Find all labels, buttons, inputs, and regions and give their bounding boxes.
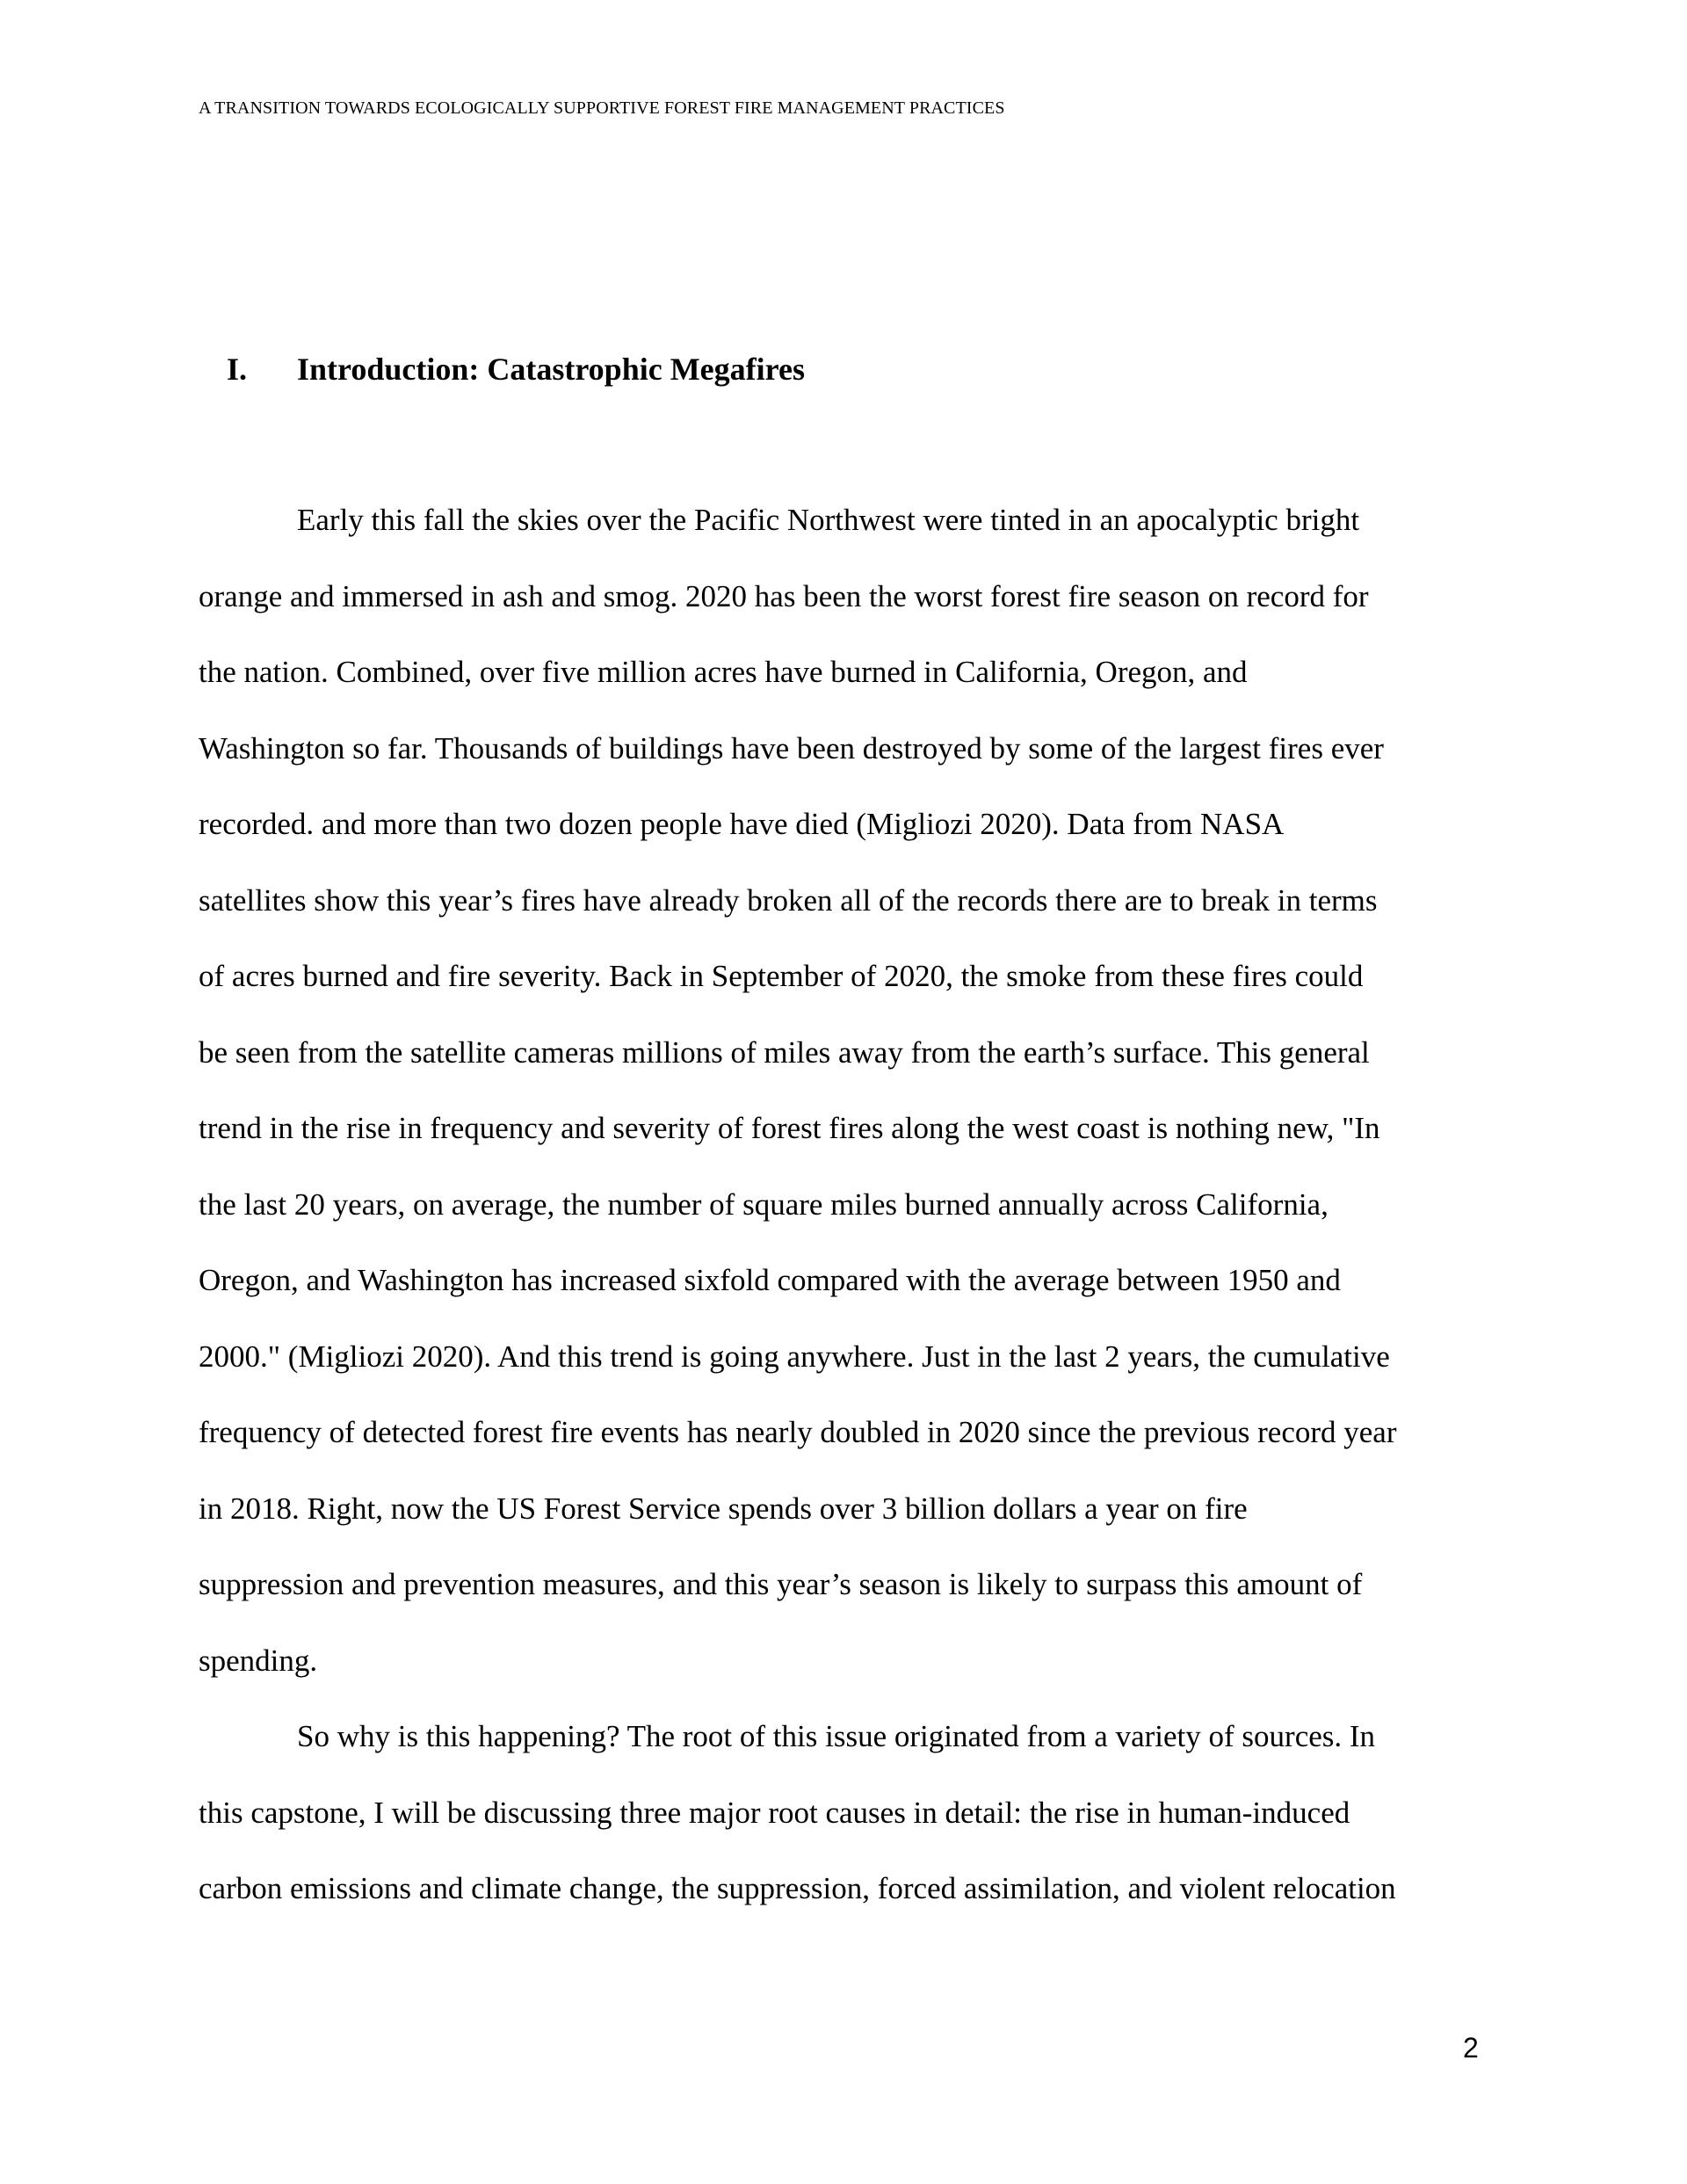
section-number: I.	[227, 352, 248, 387]
section-heading	[227, 351, 805, 388]
body-line: carbon emissions and climate change, the suppression, forced assimilation, and violent relocation	[199, 1871, 1396, 1905]
body-line: orange and immersed in ash and smog. 2020 has been the worst forest fire season on record for	[199, 579, 1369, 613]
body-line: trend in the rise in frequency and severity of forest fires along the west coast is nothing new, "In	[199, 1111, 1380, 1145]
body-line: in 2018. Right, now the US Forest Service spends over 3 billion dollars a year on fire	[199, 1491, 1248, 1526]
body-line: spending.	[199, 1643, 318, 1678]
body-line: be seen from the satellite cameras millions of miles away from the earth’s surface. This general	[199, 1035, 1370, 1070]
body-line: recorded. and more than two dozen people have died (Migliozi 2020). Data from NASA	[199, 807, 1285, 841]
body-line: Oregon, and Washington has increased sixfold compared with the average between 1950 and	[199, 1263, 1341, 1297]
body-line: this capstone, I will be discussing three major root causes in detail: the rise in human-induced	[199, 1796, 1350, 1830]
page-number: 2	[1463, 2032, 1479, 2064]
body-line: the nation. Combined, over five million acres have burned in California, Oregon, and	[199, 655, 1248, 689]
body-line: suppression and prevention measures, and this year’s season is likely to surpass this amount of	[199, 1567, 1363, 1601]
body-line: frequency of detected forest fire events has nearly doubled in 2020 since the previous record year	[199, 1415, 1397, 1449]
body-line: of acres burned and fire severity. Back in September of 2020, the smoke from these fires could	[199, 959, 1364, 993]
body-line: 2000." (Migliozi 2020). And this trend is going anywhere. Just in the last 2 years, the cumulative	[199, 1339, 1390, 1374]
body-line: Washington so far. Thousands of buildings have been destroyed by some of the largest fires ever	[199, 731, 1384, 765]
body-line: satellites show this year’s fires have already broken all of the records there are to break in terms	[199, 883, 1378, 918]
running-head: A TRANSITION TOWARDS ECOLOGICALLY SUPPORTIVE FOREST FIRE MANAGEMENT PRACTICES	[199, 98, 1005, 118]
body-line: So why is this happening? The root of this issue originated from a variety of sources. In	[297, 1719, 1376, 1753]
section-title: Introduction: Catastrophic Megafires	[297, 352, 805, 387]
body-line: the last 20 years, on average, the number of square miles burned annually across California,	[199, 1187, 1329, 1222]
body-line: Early this fall the skies over the Pacific Northwest were tinted in an apocalyptic bright	[297, 503, 1360, 537]
